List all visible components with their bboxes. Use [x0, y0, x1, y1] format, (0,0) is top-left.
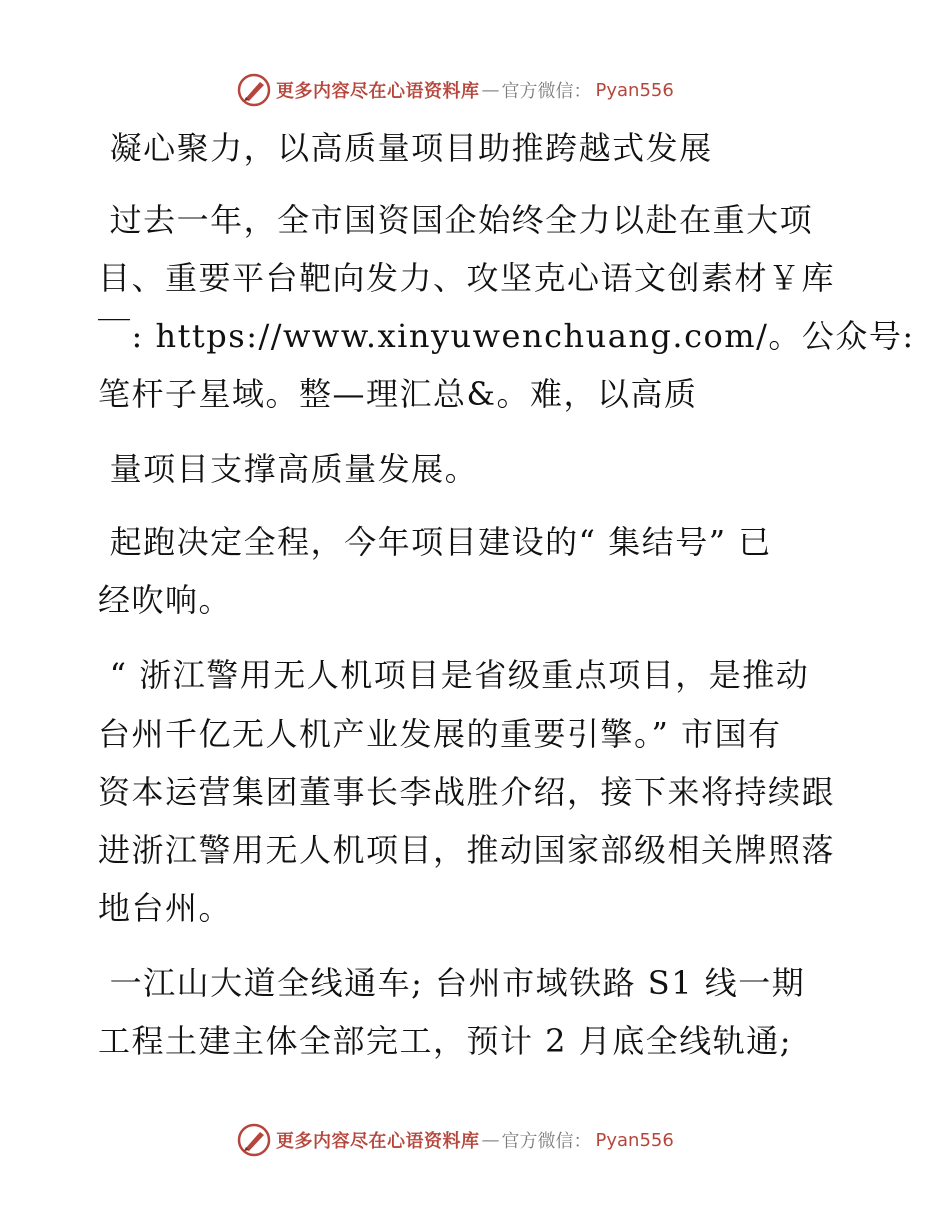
paragraph-line: 一江山大道全线通车; 台州市域铁路 S1 线一期 [98, 964, 806, 1002]
paragraph-line: “ 浙江警用无人机项目是省级重点项目，是推动 [98, 656, 810, 694]
watermark-footer [236, 1122, 674, 1158]
paragraph-line: 经吹响。 [98, 581, 233, 619]
watermark-site-text: 更多内容尽在心语资料库 [276, 1131, 480, 1152]
document-title: 凝心聚力，以高质量项目助推跨越式发展 [98, 129, 713, 167]
paragraph-line: 工程土建主体全部完工，预计 2 月底全线轨通; [98, 1022, 792, 1060]
watermark-wechat-label: 官方微信： [501, 1131, 592, 1152]
watermark-wechat-id: Pyan556 [595, 79, 674, 101]
paragraph-line: 进浙江警用无人机项目，推动国家部级相关牌照落 [98, 831, 836, 869]
watermark-wechat-label: 官方微信： [501, 81, 592, 102]
paragraph-line: 目、重要平台靶向发力、攻坚克心语文创素材￥库 [98, 259, 836, 297]
watermark-header [236, 72, 674, 108]
paragraph-line: 过去一年，全市国资国企始终全力以赴在重大项 [98, 201, 814, 239]
paragraph-line: 台州千亿无人机产业发展的重要引擎。” 市国有 [98, 715, 782, 753]
paragraph-line: 量项目支撑高质量发展。 [98, 450, 479, 488]
paragraph-line: 资本运营集团董事长李战胜介绍，接下来将持续跟 [98, 773, 836, 811]
paragraph-line: 起跑决定全程，今年项目建设的“ 集结号” 已 [98, 523, 772, 561]
paragraph-line: ￣: https://www.xinyuwenchuang.com/。公众号: [98, 317, 915, 355]
watermark-dash: — [481, 79, 500, 101]
watermark-site-text: 更多内容尽在心语资料库 [276, 81, 480, 102]
quill-pen-logo-icon [236, 1122, 272, 1158]
watermark-dash: — [481, 1129, 500, 1151]
paragraph-line: 地台州。 [98, 889, 233, 927]
quill-pen-logo-icon [236, 72, 272, 108]
paragraph-line: 笔杆子星域。整—理汇总&。难，以高质 [98, 375, 698, 413]
watermark-wechat-id: Pyan556 [595, 1129, 674, 1151]
